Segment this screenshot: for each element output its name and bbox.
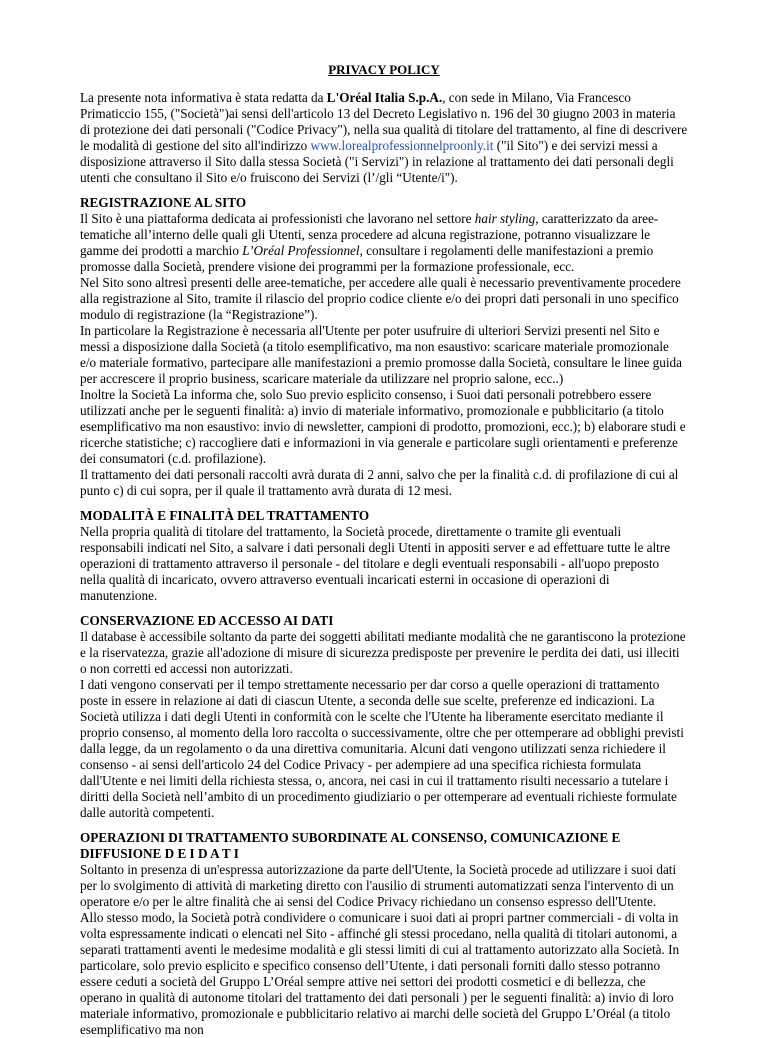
italic-text: hair styling: [474, 211, 536, 226]
paragraph: Il database è accessibile soltanto da parte dei soggetti abilitati mediante modalità che ne garantiscono la protezione e la riservatezza, grazie all'adozione di misure di sicurezza predisposte per prevenire le perdita dei dati, usi illeciti o non corretti ed accessi non autorizzati.: [80, 629, 686, 676]
text: , caratterizzato da aree- tematiche all’interno delle quali gli Utenti, senza procedere ad alcuna registrazione, potranno visualizzare le gamme dei prodotti a marchio: [80, 211, 659, 258]
intro-text-2: , con sede in Milano, Via Francesco Primaticcio 155, ("Società")ai sensi dell'articolo 13 del Decreto Legislativo n. 196 del 30 giugno 2003 in materia di protezione dei dati personali ("Codice Privacy"), nella sua qualità di titolare del trattamento, al fine di descrivere le modalità di gestione del sito all'indirizzo: [80, 90, 688, 153]
intro-paragraph: [80, 90, 688, 186]
paragraph: [80, 211, 688, 275]
paragraph: Soltanto in presenza di un'espressa autorizzazione da parte dell'Utente, la Società procede ad utilizzare i suoi dati per lo svolgimento di attività di marketing diretto con l'ausilio di strumenti automatizzati senza l'intervento di un operatore e/o per le altre finalità che ai sensi del Codice Privacy richiedano un consenso espresso dell'Utente.: [80, 862, 677, 909]
page-title: PRIVACY POLICY: [328, 62, 440, 77]
text: , consultare i regolamenti delle manifestazioni a premio promosse dalla Società, prendere visione dei programmi per la formazione professionale, ecc.: [80, 243, 654, 274]
section-modalita: [80, 508, 688, 604]
intro-text-1: La presente nota informativa è stata redatta da: [80, 90, 327, 105]
section-heading: MODALITÀ E FINALITÀ DEL TRATTAMENTO: [80, 508, 370, 523]
brand-name: L’Oréal Professionnel: [242, 243, 360, 258]
intro-text-3: ("il Sito") e dei servizi messi a disposizione attraverso il Sito dalla stessa Società ("i Servizi") in relazione al trattamento dei dati personali degli utenti che consultano il Sito e/o fruiscono dei Servizi (l’/gli “Utente/i").: [80, 138, 674, 185]
paragraph: Nella propria qualità di titolare del trattamento, la Società procede, direttamente o tramite gli eventuali responsabili indicati nel Sito, a salvare i dati personali degli Utenti in appositi server e ad effettuare tutte le altre operazioni di trattamento attraverso il personale - del titolare e degli eventuali responsabili - all'uopo preposto nella qualità di incaricato, ovvero attraverso eventuali incaricati esterni in occasione di operazioni di manutenzione.: [80, 524, 671, 603]
section-heading: REGISTRAZIONE AL SITO: [80, 195, 247, 210]
text: Il Sito è una piattaforma dedicata ai professionisti che lavorano nel settore: [80, 211, 475, 226]
paragraph: In particolare la Registrazione è necessaria all'Utente per poter usufruire di ulteriori Servizi presenti nel Sito e messi a disposizione dalla Società (a titolo esemplificativo, ma non esaustivo: scaricare materiale promozionale e/o materiale formativo, partecipare alle manifestazioni a premio promosse dalla Società, consultare le linee guida per accrescere il proprio business, scaricare materiale da utilizzare nel proprio salone, ecc..): [80, 323, 682, 386]
section-heading: CONSERVAZIONE ED ACCESSO AI DATI: [80, 613, 334, 628]
paragraph: Il trattamento dei dati personali raccolti avrà durata di 2 anni, salvo che per la finalità c.d. di profilazione di cui al punto c) di cui sopra, per il quale il trattamento avrà durata di 12 mesi.: [80, 467, 679, 498]
site-link[interactable]: www.lorealprofessionnelproonly.it: [310, 138, 494, 153]
section-conservazione: [80, 613, 688, 821]
section-heading: OPERAZIONI DI TRATTAMENTO SUBORDINATE AL CONSENSO, COMUNICAZIONE E DIFFUSIONE D E I D A T I: [80, 830, 621, 861]
section-registrazione: [80, 195, 688, 499]
paragraph: Allo stesso modo, la Società potrà condividere o comunicare i suoi dati ai propri partner commerciali - di volta in volta espressamente indicati o elencati nel Sito - affinché gli stessi procedano, nella qualità di titolari autonomi, a separati trattamenti aventi le medesime modalità e gli stessi limiti di cui al trattamento autorizzato alla Società. In particolare, solo previo esplicito e specifico consenso dell’Utente, i dati personali forniti dallo stesso potranno essere ceduti a società del Gruppo L’Oréal sempre attive nei settori dei prodotti cosmetici e di bellezza, che operano in qualità di autonome titolari del trattamento dei dati personali ) per le seguenti finalità: a) invio di loro materiale informativo, promozionale e pubblicitario relativo ai marchi delle società del Gruppo L’Oréal (a titolo esemplificativo ma non: [80, 910, 680, 1037]
paragraph: Inoltre la Società La informa che, solo Suo previo esplicito consenso, i Suoi dati personali potrebbero essere utilizzati anche per le seguenti finalità: a) invio di materiale informativo, promozionale e pubblicitario (a titolo esemplificativo ma non esaustivo: invio di newsletter, campioni di prodotto, promozioni, ecc.); b) elaborare studi e ricerche statistiche; c) raccogliere dati e informazioni in via generale e particolare sugli orientamenti e preferenze dei consumatori (c.d. profilazione).: [80, 387, 686, 466]
paragraph: I dati vengono conservati per il tempo strettamente necessario per dar corso a quelle operazioni di trattamento poste in essere in relazione ai dati di ciascun Utente, a seconda delle sue scelte, preferenze ed indicazioni. La Società utilizza i dati degli Utenti in conformità con le scelte che l'Utente ha liberamente esercitato mediante il proprio consenso, al momento della loro raccolta o successivamente, oltre che per ottemperare ad obblighi previsti dalla legge, da un regolamento o da una direttiva comunitaria. Alcuni dati vengono utilizzati senza richiedere il consenso - ai sensi dell'articolo 24 del Codice Privacy - per adempiere ad una specifica richiesta formulata dall'Utente e nei limiti della richiesta stessa, o, ancora, nei casi in cui il trattamento risulti necessario a tutelare i diritti della Società nell’ambito di un procedimento giudiziario o per ottemperare ad eventuali richieste formulate dalle autorità competenti.: [80, 677, 684, 820]
paragraph: Nel Sito sono altresì presenti delle aree-tematiche, per accedere alle quali è necessario preventivamente procedere alla registrazione al Sito, tramite il rilascio del proprio codice cliente e/o dei propri dati personali in uno specifico modulo di registrazione (la “Registrazione”).: [80, 275, 681, 322]
company-name: L'Oréal Italia S.p.A.: [326, 90, 443, 105]
section-operazioni: [80, 830, 688, 1038]
